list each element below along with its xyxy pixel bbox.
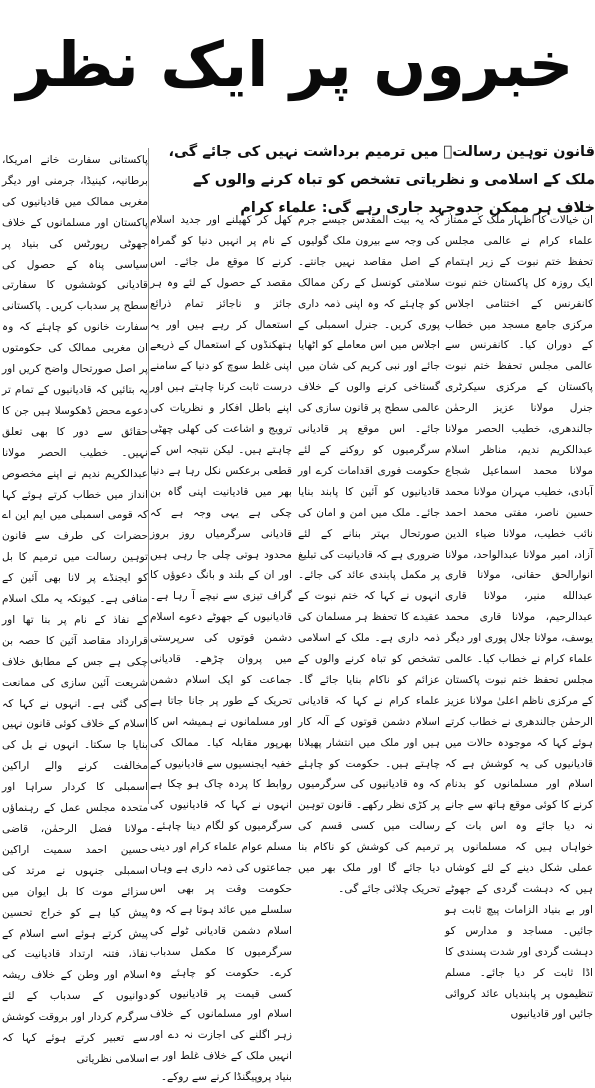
lead-headline: قانون توہین رسالتؐ میں ترمیم برداشت نہیں کی جائے گی، ملک کے اسلامی و نظریاتی تشخص کو تباہ کرنے والوں کے خلاف ہر ممکن جدوجہد جاری رہے گی: علماء کرام — [168, 144, 595, 216]
masthead — [0, 0, 590, 128]
article-paragraph: کھل کر کھیلنے اور جدید اسلام کے نام پر انہیں دنیا کو گمراہ کرنے کا موقع مل جائے۔ اس مقصد کے حصول کے لئے وہ ہر جائز و ناجائز تمام ذرائع استعمال کر رہے ہیں اور یہ ہتھکنڈوں کے استعمال کے ذریعے اپنی غلط سوچ کو دنیا کے سامنے درست ثابت کرنا چاہتے ہیں اور اپنے باطل افکار و نظریات کی ترویج و اشاعت کی کھلی چھٹی چاہتے ہیں۔ لیکن نتیجہ اس کے قطعی برعکس نکل رہا ہے دنیا بھر میں قادیانیت اپنی گاہ بن چکی ہے یہی وجہ ہے کہ قادیانی سرگرمیاں روز بروز محدود ہوتی چلی جا رہی ہیں اور ان کے بلند و بانگ دعوؤں کا گراف تیزی سے نیچے آ رہا ہے۔ قادیانیوں کے جھوٹے دعوے اسلام دشمن قوتوں کی سرپرستی میں پروان چڑھے۔ قادیانی جماعت کو ایک اسلام دشمن تحریک کے طور پر جانا جاتا ہے اور مسلمانوں نے ہمیشہ اس کا بھرپور مقابلہ کیا۔ ممالک کی خفیہ ایجنسیوں سے قادیانیوں کے روابط کا پردہ چاک ہو چکا ہے انہوں نے کہا کہ قادیانیوں کی سرگرمیوں کو لگام دینا چاہئے۔ مسلم عوام علماء کرام اور دینی جماعتوں کی ذمہ داری ہے وہاں حکومت وقت پر بھی اس سلسلے میں عائد ہوتا ہے کہ وہ اسلام دشمن قادیانی ٹولے کی سرگرمیوں کا مکمل سدباب کرے۔ حکومت کو چاہئے وہ کسی قیمت پر قادیانیوں کو اسلام اور مسلمانوں کے خلاف زہر اگلنے کی اجازت نہ دے اور انہیں ملک کے خلاف غلط اور بے بنیاد پروپیگنڈا کرنے سے روکے۔ — [150, 214, 292, 1084]
article-paragraph: ان خیالات کا اظہار ملک کے ممتاز علماء کرام نے عالمی مجلس تحفظ ختم نبوت کے زیر اہتمام ایک روزہ کل پاکستان ختم نبوت کانفرنس کے اختتامی اجلاس مرکزی جامع مسجد میں خطاب کے دوران کیا۔ کانفرنس سے عالمی مجلس تحفظ ختم نبوت پاکستان کے مرکزی سیکرٹری جنرل مولانا عزیز الرحمٰن جالندھری، خطیب الحصر مولانا عبدالکریم ندیم، مناظر اسلام مولانا محمد اسماعیل شجاع آبادی، خطیب مہران مولانا محمد حسین ناصر، مفتی محمد احمد نائب خطیب، مولانا ضیاء الدین آزاد، امیر مولانا عبدالواحد، مولانا انوارالحق حقانی، مولانا قاری عبدالله منیر، مولانا قاری عبدالرحیم، مولانا قاری محمد یوسف، مولانا جلال پوری اور دیگر علماء کرام نے خطاب کیا۔ عالمی مجلس تحفظ ختم نبوت پاکستان کے مرکزی ناظم اعلیٰ مولانا عزیز الرحمٰن جالندھری نے خطاب کرتے ہوئے کہا کہ موجودہ حالات میں قادیانیوں کی یہ کوشش ہے کہ اسلام اور مسلمانوں کو بدنام کرنے کا کوئی موقع ہاتھ سے جانے نہ دیا جائے وہ اس بات کے خواہاں ہیں کہ مسلمانوں پر عملی شکل دینے کے لئے کوشاں ہیں کہ دہشت گردی کے جھوٹے اور بے بنیاد الزامات پیچ ثابت ہو جائیں۔ مساجد و مدارس کو دہشت گردی اور شدت پسندی کا اڈا ثابت کر دیا جائے۔ مسلم تنظیموں پر پابندیاں عائد کروائی جائیں اور قادیانیوں — [445, 214, 593, 1021]
article-column-left — [150, 210, 292, 1084]
article-column-middle — [298, 210, 440, 895]
column-divider — [148, 148, 149, 804]
article-paragraph: کہ یہ بیت المقدس جیسے جرم کی وجہ سے بیرون ملک گولیوں کے اصل مقاصد نہیں جانتے۔ سلامتی کونسل کے رکن ممالک کو چاہئے کہ وہ اپنی ذمہ داری پوری کریں۔ جنرل اسمبلی کے اجلاس میں اس معاملے کو اٹھایا جائے اور نبی کریم کی شان میں گستاخی کرنے والوں کے خلاف عالمی سطح پر قانون سازی کی جائے۔ اس موقع پر قادیانی سرگرمیوں کو روکنے کے لئے حکومت فوری اقدامات کرے اور قادیانیوں کو آئین کا پابند بنایا جائے۔ ملک میں امن و امان کی صورتحال بہتر بنانے کے لئے ضروری ہے کہ قادیانیت کی تبلیغ پر مکمل پابندی عائد کی جائے۔ انہوں نے کہا کہ ختم نبوت کے عقیدے کا تحفظ ہر مسلمان کی ذمہ داری ہے۔ ملک کے اسلامی تشخص کو تباہ کرنے والوں کے عزائم کو ناکام بنایا جائے گا۔ علماء کرام نے کہا کہ قادیانی اسلام دشمن قوتوں کے آلہ کار ہیں اور ملک میں انتشار پھیلانا چاہتے ہیں۔ حکومت کو چاہئے کہ وہ قادیانیوں کی سرگرمیوں پر کڑی نظر رکھے۔ قانون توہین رسالت میں کسی قسم کی ترمیم کی کوشش کو ناکام بنا دیا جائے گا اور ملک بھر میں تحریک چلائی جائے گی۔ — [298, 214, 440, 895]
sidebar-article — [2, 150, 148, 1065]
sidebar-paragraph: پاکستانی سفارت خانے امریکا، برطانیہ، کینیڈا، جرمنی اور دیگر مغربی ممالک میں قادیانیوں کی پاکستان اور مسلمانوں کے خلاف جھوٹی رپورٹس کی بنیاد پر سیاسی پناہ کے حصول کی قادیانی کوششوں کا سفارتی سطح پر سدباب کریں۔ پاکستانی سفارت خانوں کو چاہئے کہ وہ ان مغربی ممالک کی حکومتوں پر اصل صورتحال واضح کریں اور یہ بتائیں کہ قادیانیوں کے تمام تر دعوے محض ڈھکوسلا ہیں جن کا حقائق سے دور کا بھی تعلق نہیں۔ خطیب الحصر مولانا عبدالکریم ندیم نے اپنے مخصوص انداز میں خطاب کرتے ہوئے کہا کہ قومی اسمبلی میں ایم این اے حضرات کی طرف سے قانون توہین رسالت میں ترمیم کا بل کو ایجنڈے پر لانا بھی آئین کے منافی ہے۔ کیونکہ یہ ملک اسلام کے نفاذ کے نام پر بنا تھا اور قرارداد مقاصد آئین کا حصہ بن چکی ہے جس کے مطابق خلاف شریعت آئین سازی کی ممانعت کی گئی ہے۔ انہوں نے کہا کہ اسلام کے خلاف کوئی قانون نہیں بنایا جا سکتا۔ انہوں نے بل کی مخالفت کرنے والے اراکین اسمبلی کا کردار سراہا اور متحدہ مجلس عمل کے رہنماؤں مولانا فضل الرحمٰن، قاضی حسین احمد سمیت اراکین اسمبلی جنہوں نے مرتد کی سزائے موت کا بل ایوان میں پیش کیا ہے کو خراج تحسین پیش کرتے ہوئے اسے اسلام کے نفاذ، فتنہ ارتداد قادیانیت کی اسلام اور وطن کے خلاف ریشہ دوانیوں کے سدباب کے لئے سرگرم کردار اور بروقت کوشش سے تعبیر کرتے ہوئے کہا کہ اسلامی نظریاتی — [2, 154, 148, 1065]
article-column-right — [445, 210, 593, 1021]
page-title: خبروں پر ایک نظر — [16, 27, 574, 101]
